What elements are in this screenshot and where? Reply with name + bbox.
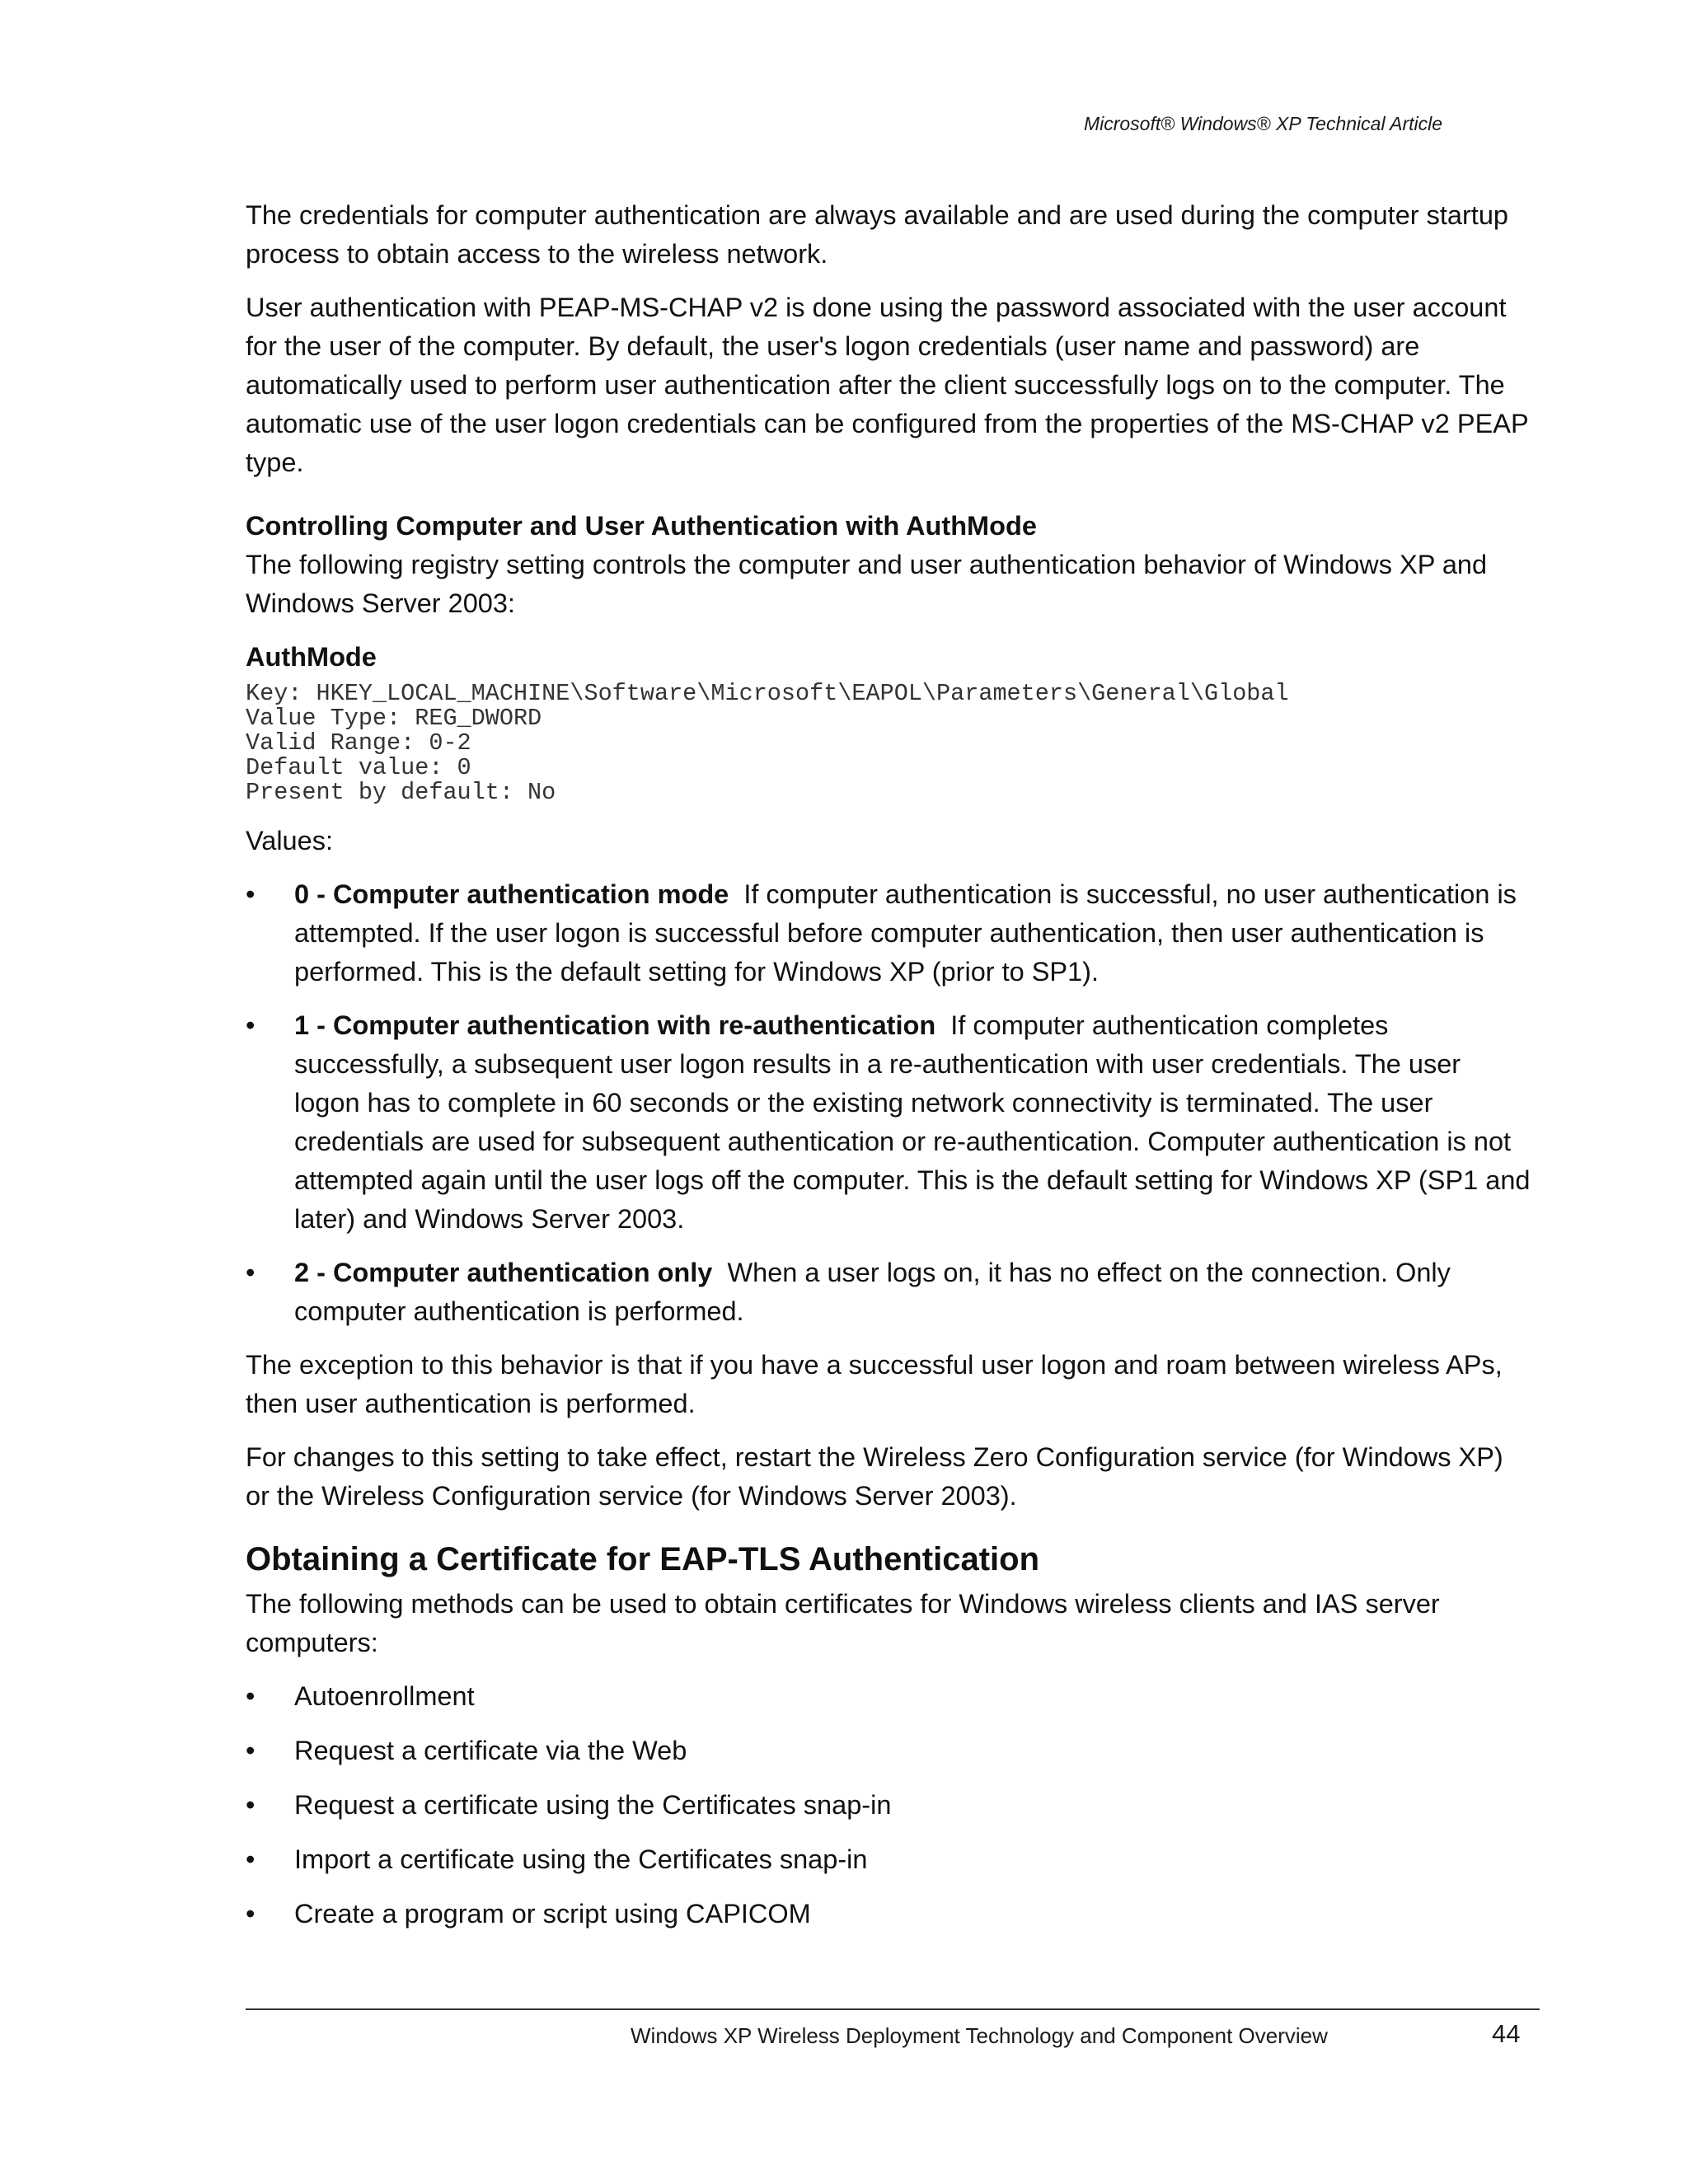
intro-paragraph-2: User authentication with PEAP-MS-CHAP v2 is done using the password associated with the user account for the user of the computer. By default, the user's logon credentials (user name and password) are automatically used to perform user authentication after the client successfully logs on to the computer. The automatic use of the user logon credentials can be configured from the properties of the MS-CHAP v2 PEAP type. xyxy=(246,293,1529,477)
method-text: Request a certificate using the Certificates snap-in xyxy=(294,1790,892,1820)
running-header: Microsoft® Windows® XP Technical Article xyxy=(1083,113,1442,134)
bullet-icon: • xyxy=(246,1010,256,1040)
bullet-icon: • xyxy=(246,1790,256,1820)
certificate-intro: The following methods can be used to obtain certificates for Windows wireless clients and IAS server computers: xyxy=(246,1589,1440,1657)
page-content xyxy=(246,196,1531,1949)
bullet-icon: • xyxy=(246,1258,256,1287)
registry-valid-range: Valid Range: 0-2 xyxy=(246,729,471,757)
authmode-heading: Controlling Computer and User Authentication with AuthMode xyxy=(246,511,1037,541)
list-item xyxy=(246,1254,1531,1331)
value-description: When a user logs on, it has no effect on the connection. Only computer authentication is performed. xyxy=(294,1258,1451,1326)
page-number: 44 xyxy=(1492,2019,1521,2048)
value-term: 2 - Computer authentication only xyxy=(294,1258,713,1287)
value-description: If computer authentication completes successfully, a subsequent user logon results in a re-authentication with user credentials. The user logon has to complete in 60 seconds or the existing network connectivity is terminated. The user credentials are used for subsequent authentication or re-authentication. Computer authentication is not attempted again until the user logs off the computer. This is the default setting for Windows XP (SP1 and later) and Windows Server 2003. xyxy=(294,1010,1531,1234)
footer-divider xyxy=(246,2008,1540,2010)
authmode-values-list xyxy=(246,875,1531,1331)
certificate-section-heading: Obtaining a Certificate for EAP-TLS Authentication xyxy=(246,1541,1040,1577)
bullet-icon: • xyxy=(246,879,256,909)
list-item xyxy=(246,1840,1531,1879)
list-item xyxy=(246,1786,1531,1825)
bullet-icon: • xyxy=(246,1844,256,1874)
restart-note: For changes to this setting to take effect, restart the Wireless Zero Configuration service (for Windows XP) or the Wireless Configuration service (for Windows Server 2003). xyxy=(246,1442,1503,1511)
list-item xyxy=(246,1732,1531,1770)
registry-block xyxy=(246,682,1531,805)
list-item xyxy=(246,1006,1531,1239)
registry-present-by-default: Present by default: No xyxy=(246,779,556,806)
bullet-icon: • xyxy=(246,1736,256,1765)
method-text: Create a program or script using CAPICOM xyxy=(294,1899,811,1929)
bullet-icon: • xyxy=(246,1899,256,1929)
values-label: Values: xyxy=(246,826,333,855)
registry-default-value: Default value: 0 xyxy=(246,754,471,781)
method-text: Import a certificate using the Certificates snap-in xyxy=(294,1844,868,1874)
exception-paragraph: The exception to this behavior is that if you have a successful user logon and roam between wireless APs, then user authentication is performed. xyxy=(246,1350,1503,1418)
value-term: 0 - Computer authentication mode xyxy=(294,879,729,909)
list-item xyxy=(246,875,1531,991)
list-item xyxy=(246,1895,1531,1933)
value-term: 1 - Computer authentication with re-authentication xyxy=(294,1010,936,1040)
setting-name: AuthMode xyxy=(246,642,377,672)
bullet-icon: • xyxy=(246,1681,256,1711)
registry-value-type: Value Type: REG_DWORD xyxy=(246,705,542,732)
list-item xyxy=(246,1677,1531,1716)
registry-key: Key: HKEY_LOCAL_MACHINE\Software\Microsoft\EAPOL\Parameters\General\Global xyxy=(246,680,1289,707)
value-description: If computer authentication is successful, no user authentication is attempted. If the user logon is successful before computer authentication, then user authentication is performed. This is the default setting for Windows XP (prior to SP1). xyxy=(294,879,1517,987)
certificate-methods-list xyxy=(246,1677,1531,1933)
method-text: Request a certificate via the Web xyxy=(294,1736,687,1765)
footer-document-title: Windows XP Wireless Deployment Technology and Component Overview xyxy=(631,2023,1328,2048)
method-text: Autoenrollment xyxy=(294,1681,475,1711)
intro-paragraph-1: The credentials for computer authentication are always available and are used during the computer startup process to obtain access to the wireless network. xyxy=(246,200,1508,269)
authmode-intro: The following registry setting controls the computer and user authentication behavior of Windows XP and Windows Server 2003: xyxy=(246,550,1488,618)
